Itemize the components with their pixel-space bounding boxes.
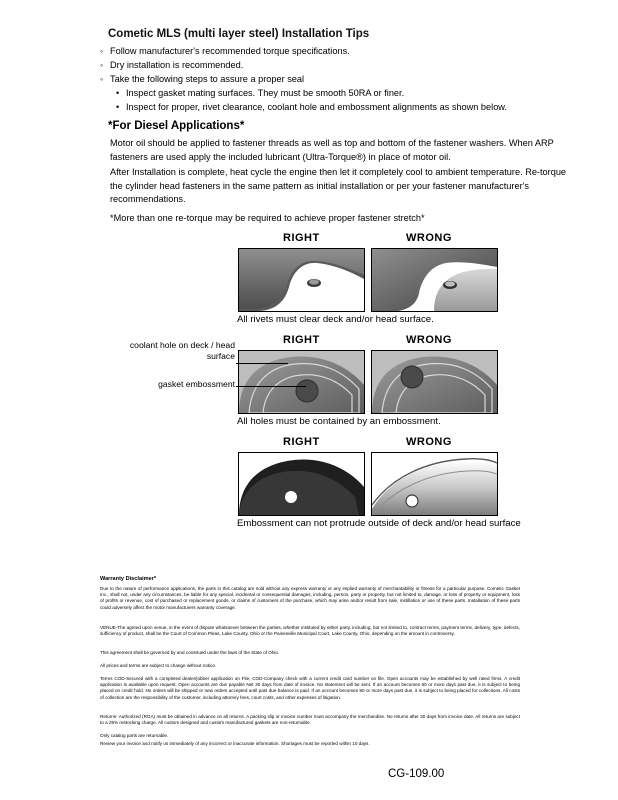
embossment-right-diagram [239,453,364,515]
list-item: ◦ Dry installation is recommended. [100,58,580,72]
paragraph-heat-cycle: After Installation is complete, heat cycle the engine then let it completely cool to ambient temperature. Re-torque the cylinder head fasteners in the same pattern as initial installation or per your fastener manufacturer's recommendations. [110,167,567,204]
bullet-list [100,44,580,114]
warranty-paragraph: VENUE-The agreed upon venue, in the event of dispute whatsoever between the parties, whether instituted by either party, including, but not limited to, contract terms, payment terms, delivery, type, defects, sufficiency of product, shall be the Court of Common Pleas, Lake County, Ohio or the Painesville Municipal Court, Lake County, Ohio, depending on the amount in controversy. [100,625,520,637]
coolant-hole-wrong-diagram [372,351,497,413]
figure-row1-right [238,248,365,312]
warranty-paragraph: Only catalog parts are returnable. [100,733,169,738]
figure-row1-wrong-label: WRONG [406,232,452,244]
warranty-paragraph: Returns- Authorized (RGA) must be obtained in advance on all returns. A packing slip or invoice number must accompany the merchandise. No returns after 30 days from invoice date. All returns are subject to a 25% restocking charge. All custom designed and custom manufactured gaskets are non-returnable. [100,714,520,726]
embossment-wrong-diagram [372,453,497,515]
figure-row1-wrong [371,248,498,312]
list-item: • Inspect for proper, rivet clearance, coolant hole and embossment alignments as shown below. [100,100,580,114]
figure-row2-wrong-label: WRONG [406,334,452,346]
warranty-paragraph: All prices and terms are subject to change without notice. [100,663,217,668]
list-item: ◦ Take the following steps to assure a proper seal [100,72,580,86]
warranty-paragraph: Terms COD-Secured with a completed dealer/jobber application on File, COD-Company check with a current credit card number on file. Open accounts may be established by well rated firms. A credit application is available upon request. Open accounts are due payable Net 30 days from date of invoice. No statement will be sent. If an account becomes 60 or more days past due, it is subject to being placed on credit hold. No orders will be shipped or new orders accepted until past due balance is paid. If an account becomes 90 or more days past due, it is subject to being placed for collections. All costs of collection are the responsibility of the customer, including attorney fees, court costs, and other expenses of litigation. [100,676,520,700]
paragraph-retorque-note: *More than one re-torque may be required to achieve proper fastener stretch* [110,213,425,223]
warranty-heading: Warranty Disclaimer* [100,576,157,582]
figure-row3-wrong-label: WRONG [406,436,452,448]
figure-row2-right [238,350,365,414]
callout-coolant-hole: coolant hole on deck / head surface [129,340,235,361]
warranty-paragraph: Review your invoice and notify us immediately of any incorrect or inaccurate information. Shortages must be reported within 10 days. [100,741,370,746]
rivet-clearance-wrong-diagram [372,249,497,311]
page-title: Cometic MLS (multi layer steel) Installation Tips [108,28,370,40]
coolant-hole-right-diagram [239,351,364,413]
section-heading-diesel: *For Diesel Applications* [108,120,245,132]
figure-row3-caption: Embossment can not protrude outside of deck and/or head surface [237,518,521,529]
figure-row3-right [238,452,365,516]
leader-line-gasket-embossment [236,386,306,387]
figure-row3-right-label: RIGHT [283,436,320,448]
rivet-clearance-right-diagram [239,249,364,311]
warranty-paragraph: Due to the nature of performance applications, the parts in this catalog are sold without any express warranty or any implied warranty of merchantability or fitness for a particular purpose. Cometic Gasket Inc., shall not, under any circumstances, be liable for any special, incidental or consequential damages, including, person, party or property, but not limited to, damage, or loss of property or equipment, loss of profits or revenue, cost of purchased or replacement goods, or claims of customers of the purchase, which may arise and/or result from sale, instillation or use of these parts. Installation of these parts could adversely affect the motor manufacturers warranty coverage. [100,586,520,610]
figure-row2-caption: All holes must be contained by an embossment. [237,416,441,427]
leader-line-coolant-hole [236,363,288,364]
warranty-paragraph: This agreement shall be governed by and construed under the laws of the State of Ohio. [100,650,280,655]
figure-row2-right-label: RIGHT [283,334,320,346]
page-code: CG-109.00 [388,768,445,780]
list-item: • Inspect gasket mating surfaces. They must be smooth 50RA or finer. [100,86,580,100]
list-item: ◦ Follow manufacturer's recommended torque specifications. [100,44,580,58]
callout-gasket-embossment: gasket embossment [158,379,235,389]
paragraph-motor-oil: Motor oil should be applied to fastener threads as well as top and bottom of the fastener washers. When ARP fasteners are used apply the included lubricant (Ultra-Torque®) in place of motor oil. [110,138,554,162]
figure-row3-wrong [371,452,498,516]
figure-row1-right-label: RIGHT [283,232,320,244]
figure-row2-wrong [371,350,498,414]
figure-row1-caption: All rivets must clear deck and/or head surface. [237,314,434,325]
